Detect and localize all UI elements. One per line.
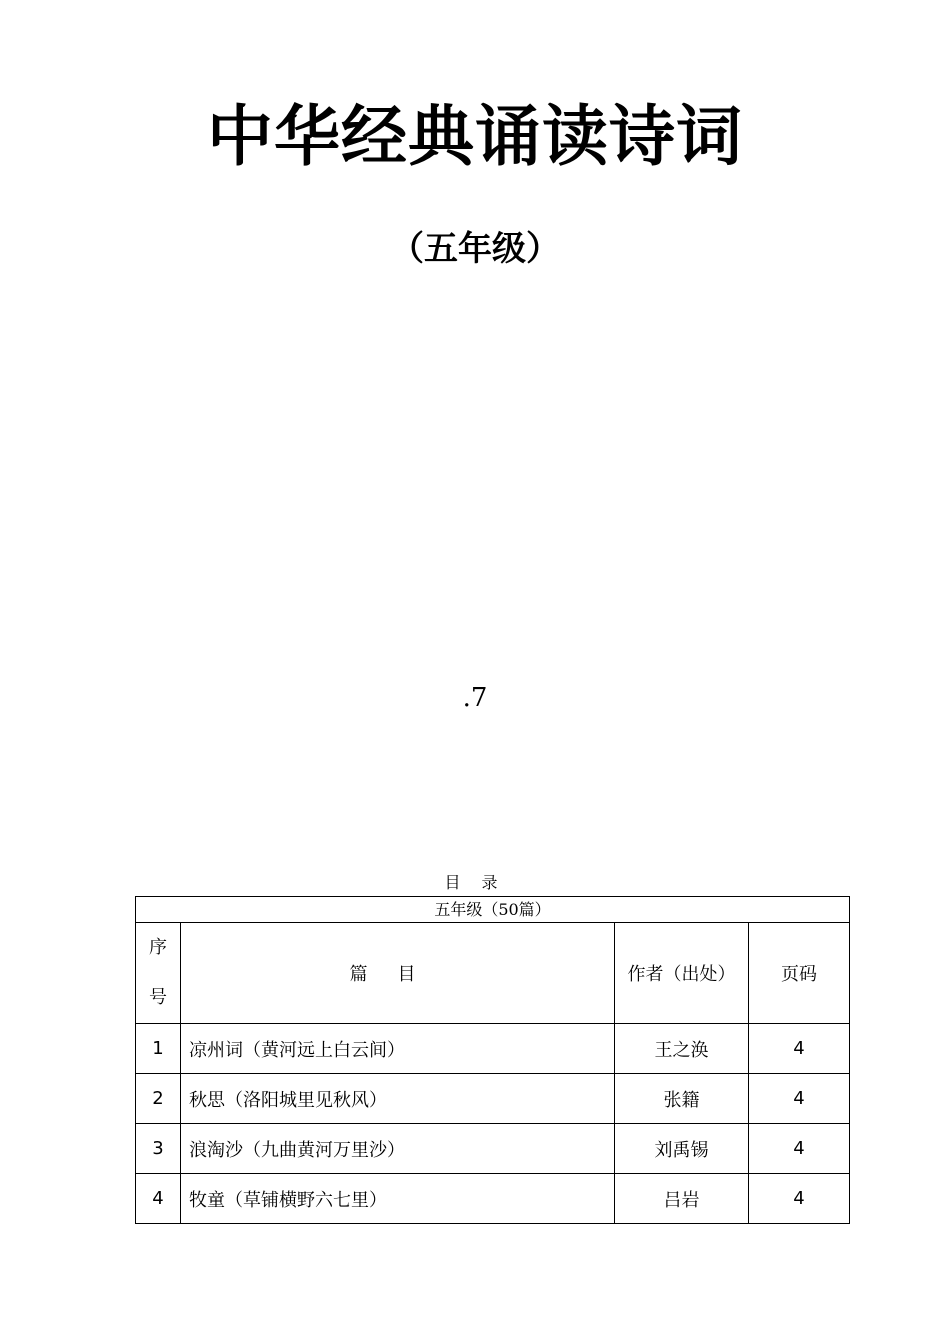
toc-table	[135, 896, 850, 1224]
header-page: 页码	[749, 923, 850, 1024]
row-page: 4	[749, 1074, 850, 1124]
row-title: 凉州词（黄河远上白云间）	[181, 1024, 615, 1074]
toc-heading: 目 录	[444, 873, 506, 892]
table-row	[136, 1074, 850, 1124]
header-seq-line2: 号	[149, 987, 167, 1008]
table-row	[136, 1124, 850, 1174]
row-title: 牧童（草铺横野六七里）	[181, 1174, 615, 1224]
row-author: 刘禹锡	[615, 1124, 749, 1174]
row-seq: 4	[136, 1174, 181, 1224]
toc-caption: 五年级（50篇）	[136, 897, 850, 923]
row-seq: 1	[136, 1024, 181, 1074]
table-row	[136, 1024, 850, 1074]
row-page: 4	[749, 1124, 850, 1174]
grade-subtitle: （五年级）	[390, 229, 560, 269]
header-seq	[136, 923, 181, 1024]
row-page: 4	[749, 1174, 850, 1224]
row-author: 吕岩	[615, 1174, 749, 1224]
row-title: 浪淘沙（九曲黄河万里沙）	[181, 1124, 615, 1174]
toc-caption-row	[136, 897, 850, 923]
row-author: 王之涣	[615, 1024, 749, 1074]
toc-header-row	[136, 923, 850, 1024]
table-row	[136, 1174, 850, 1224]
row-author: 张籍	[615, 1074, 749, 1124]
row-title: 秋思（洛阳城里见秋风）	[181, 1074, 615, 1124]
document-title: 中华经典诵读诗词	[207, 98, 743, 175]
row-seq: 2	[136, 1074, 181, 1124]
header-seq-line1: 序	[149, 937, 167, 958]
date-text: .7	[462, 683, 488, 713]
header-author: 作者（出处）	[615, 923, 749, 1024]
row-page: 4	[749, 1024, 850, 1074]
header-title: 篇目	[181, 923, 615, 1024]
row-seq: 3	[136, 1124, 181, 1174]
